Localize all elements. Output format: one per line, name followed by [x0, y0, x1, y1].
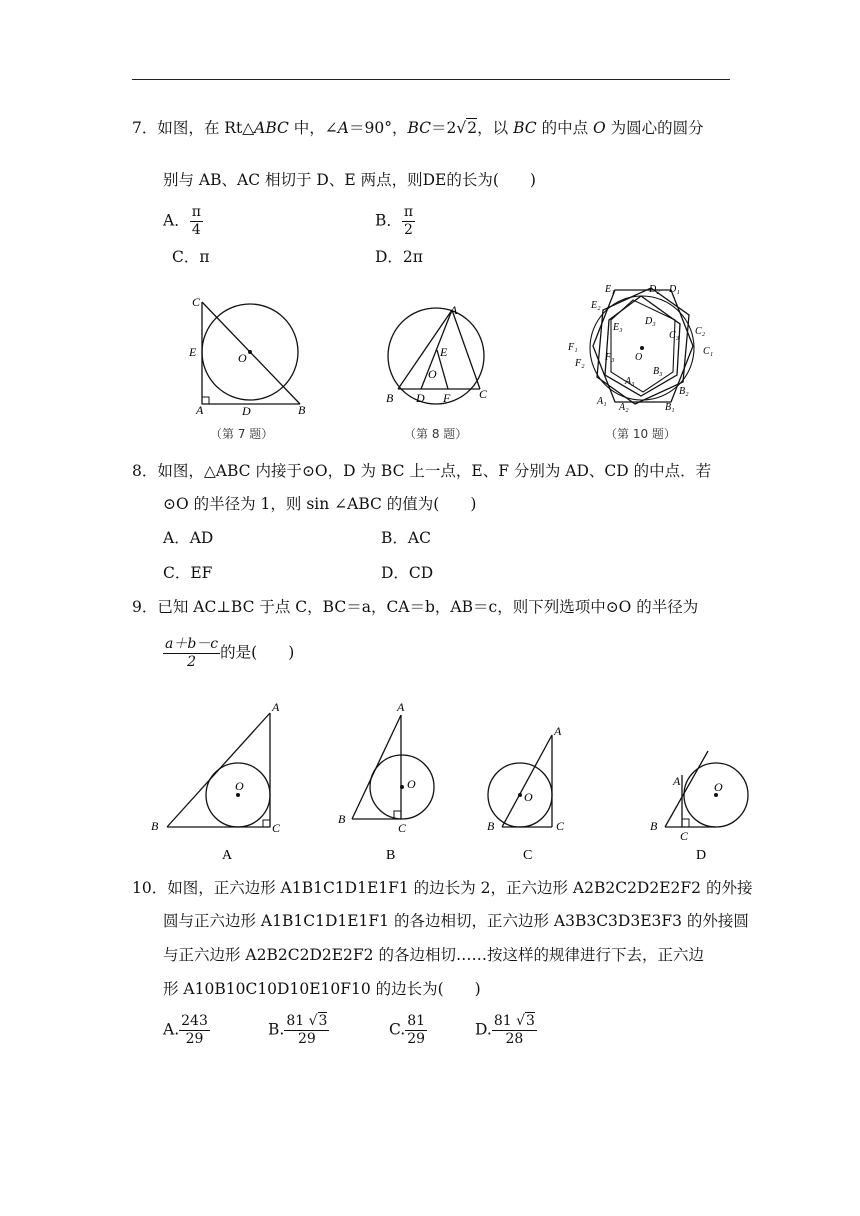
svg-text:B: B: [487, 819, 495, 833]
q10-line3: 与正六边形 A2B2C2D2E2F2 的各边相切……按这样的规律进行下去，正六边: [163, 946, 704, 964]
svg-text:D₃: D₃: [645, 316, 656, 327]
svg-text:A: A: [554, 724, 562, 738]
svg-text:O: O: [524, 790, 533, 804]
svg-text:C: C: [523, 848, 533, 863]
q9-figure-a: [151, 700, 281, 863]
q10-option-a: A. $\frac{243}{29}$: [163, 1013, 208, 1047]
svg-text:E₂: E₂: [591, 300, 601, 311]
svg-text:C: C: [680, 829, 689, 843]
svg-text:A: A: [673, 774, 681, 788]
svg-text:D: D: [416, 391, 425, 405]
svg-text:B₂: B₂: [679, 386, 689, 397]
svg-text:A₃: A₃: [625, 376, 635, 387]
svg-text:D₁: D₁: [669, 284, 680, 295]
svg-text:B: B: [338, 812, 346, 826]
q7-line1: 7．如图，在 Rt△ABC 中，∠A＝90°，BC＝2√2，以 BC 的中点 O 为圆心的圆分: [132, 119, 704, 137]
svg-text:（第 7 题）: （第 7 题）: [210, 427, 274, 441]
svg-text:O: O: [714, 780, 723, 794]
svg-text:E₃: E₃: [613, 322, 623, 333]
q9-figure-b: [338, 700, 434, 863]
q10-option-b: B. $\frac{81 √3}{29}$: [268, 1013, 328, 1047]
svg-text:F: F: [443, 391, 451, 405]
q9-line1: 9．已知 AC⊥BC 于点 C，BC＝a，CA＝b，AB＝c，则下列选项中⊙O 的半径为: [132, 598, 699, 616]
svg-text:B: B: [386, 391, 394, 405]
q10-line2: 圆与正六边形 A1B1C1D1E1F1 的各边相切，正六边形 A3B3C3D3E3F3 的外接圆: [163, 912, 749, 930]
svg-text:A: A: [397, 700, 405, 714]
svg-text:B₁: B₁: [665, 402, 675, 413]
svg-text:C₃: C₃: [669, 330, 680, 341]
q8-option-a: A．AD: [163, 529, 214, 547]
svg-text:O: O: [428, 367, 437, 381]
q7-option-d: D．2π: [375, 248, 423, 266]
q10-line1: 10．如图，正六边形 A1B1C1D1E1F1 的边长为 2，正六边形 A2B2C2D2E2F2 的外接: [132, 879, 753, 897]
svg-text:E: E: [440, 345, 448, 359]
svg-text:B: B: [298, 403, 306, 417]
svg-text:C: C: [272, 821, 281, 835]
svg-text:C: C: [398, 821, 407, 835]
q8-option-d: D．CD: [381, 564, 434, 582]
q10-option-d: D. $\frac{81 √3}{28}$: [475, 1013, 535, 1047]
figure-8: [380, 300, 500, 450]
q8-line2: ⊙O 的半径为 1，则 sin ∠ABC 的值为( ): [163, 495, 477, 513]
q8-option-c: C．EF: [163, 564, 213, 582]
svg-text:F₃: F₃: [605, 352, 615, 363]
q9-figure-d: [650, 751, 748, 863]
q9-figures: [140, 695, 780, 865]
svg-text:B: B: [151, 819, 159, 833]
q10-option-c: C. $\frac{81}{29}$: [389, 1013, 426, 1047]
q7-option-c: C．π: [172, 248, 210, 266]
q7-option-b: B． $\frac{\pi}{2}$: [375, 204, 414, 238]
svg-text:A₁: A₁: [597, 396, 607, 407]
q10-line4: 形 A10B10C10D10E10F10 的边长为( ): [163, 980, 481, 998]
header-rule: [132, 79, 730, 80]
svg-text:C: C: [192, 295, 201, 309]
q7-option-a: A． $\frac{\pi}{4}$: [163, 204, 201, 238]
svg-text:O: O: [235, 779, 244, 793]
svg-text:D₂: D₂: [649, 284, 660, 295]
svg-text:C₁: C₁: [703, 346, 714, 357]
svg-text:O: O: [238, 351, 247, 365]
svg-text:B: B: [650, 819, 658, 833]
figure-7: [180, 290, 320, 450]
figure-10: [565, 280, 725, 450]
svg-text:D: D: [696, 848, 707, 863]
svg-text:F₂: F₂: [575, 358, 585, 369]
svg-text:A₂: A₂: [619, 402, 629, 413]
svg-text:A: A: [222, 848, 233, 863]
svg-text:B: B: [386, 848, 396, 863]
svg-text:E₁: E₁: [605, 284, 615, 295]
svg-text:A: A: [272, 700, 280, 714]
svg-text:O: O: [407, 777, 416, 791]
svg-text:（第 8 题）: （第 8 题）: [404, 427, 468, 441]
svg-text:C₂: C₂: [695, 326, 706, 337]
svg-text:（第 10 题）: （第 10 题）: [605, 427, 676, 441]
q8-option-b: B．AC: [381, 529, 431, 547]
svg-text:A: A: [196, 403, 204, 417]
svg-text:D: D: [242, 404, 251, 418]
svg-text:A: A: [450, 303, 458, 317]
q9-figure-c: [487, 724, 565, 863]
q8-line1: 8．如图，△ABC 内接于⊙O，D 为 BC 上一点，E、F 分别为 AD、CD 的中点．若: [132, 462, 712, 480]
q9-line2: $\frac{a+b-c}{2}$ 的是( ): [165, 636, 295, 670]
svg-text:F₁: F₁: [568, 342, 578, 353]
q7-line2: 别与 AB、AC 相切于 D、E 两点，则DE的长为( ): [163, 171, 536, 189]
svg-text:C: C: [479, 387, 488, 401]
svg-text:C: C: [556, 819, 565, 833]
svg-text:E: E: [189, 345, 197, 359]
svg-text:B₃: B₃: [653, 366, 663, 377]
svg-text:O: O: [635, 352, 643, 363]
